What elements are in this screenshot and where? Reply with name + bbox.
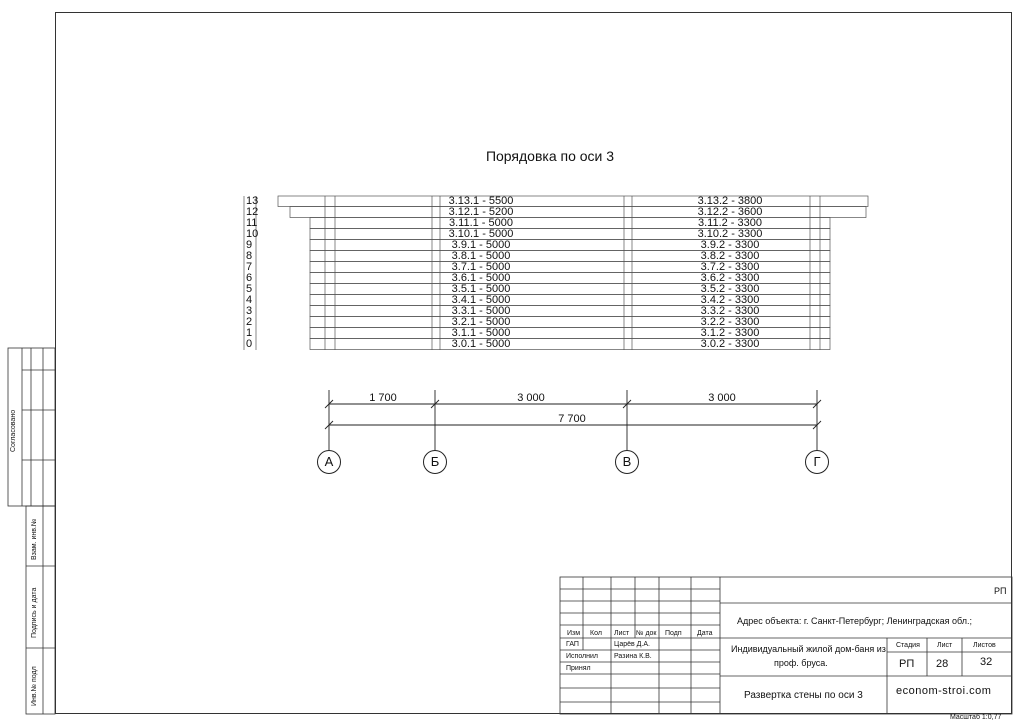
row-number: 11 xyxy=(246,217,258,229)
tb-sheet-label: Лист xyxy=(937,642,953,649)
drawing-title: Порядовка по оси 3 xyxy=(485,148,615,164)
log-label-right: 3.12.2 - 3600 xyxy=(697,206,763,218)
tb-name-ispolnil: Разина К.В. xyxy=(614,653,652,660)
log-label-left: 3.10.1 - 5000 xyxy=(448,228,514,240)
row-number: 9 xyxy=(246,239,253,251)
log-label-right: 3.1.2 - 3300 xyxy=(700,327,760,339)
row-number: 12 xyxy=(246,206,259,218)
tb-name-gap: Царёв Д.А. xyxy=(614,641,650,648)
tb-address: Адрес объекта: г. Санкт-Петербург; Ленинградская обл.; xyxy=(737,616,973,626)
tb-project-name-2: проф. бруса. xyxy=(774,658,828,668)
log-label-right: 3.11.2 - 3300 xyxy=(697,217,762,229)
side-label-sign-date: Подпись и дата xyxy=(31,587,38,638)
side-label-inv-orig: Инв.№ подл xyxy=(31,666,38,706)
log-label-left: 3.13.1 - 5500 xyxy=(448,195,514,207)
log-label-left: 3.2.1 - 5000 xyxy=(451,316,511,328)
log-label-left: 3.8.1 - 5000 xyxy=(451,250,511,262)
log-label-left: 3.11.1 - 5000 xyxy=(448,217,513,229)
tb-stage-label: Стадия xyxy=(896,642,920,649)
tb-sheets-total: 32 xyxy=(980,656,993,668)
row-number: 5 xyxy=(246,283,253,295)
log-label-right: 3.6.2 - 3300 xyxy=(700,272,760,284)
dimension-segment-3: 3 000 xyxy=(708,392,736,404)
tb-sheets-label: Листов xyxy=(973,642,996,649)
tb-sheet-no: 28 xyxy=(936,658,949,670)
axis-marker-g: Г xyxy=(805,450,829,474)
side-label-inv-replace: Взам. инв.№ xyxy=(31,518,38,560)
log-label-right: 3.2.2 - 3300 xyxy=(700,316,760,328)
row-number: 8 xyxy=(246,250,253,262)
dimension-total: 7 700 xyxy=(558,413,586,425)
log-label-left: 3.12.1 - 5200 xyxy=(448,206,514,218)
tb-stage: РП xyxy=(899,658,915,670)
log-label-left: 3.6.1 - 5000 xyxy=(451,272,511,284)
tb-role-gap: ГАП xyxy=(566,641,579,648)
side-label-agreed: Согласовано xyxy=(10,409,17,452)
axis-marker-v: В xyxy=(615,450,639,474)
tb-header-ndoc: № док xyxy=(636,630,657,637)
axis-marker-b: Б xyxy=(423,450,447,474)
dimension-segment-1: 1 700 xyxy=(369,392,397,404)
tb-role-ispolnil: Исполнил xyxy=(566,653,599,660)
tb-site: econom-stroi.com xyxy=(896,685,992,697)
row-number: 4 xyxy=(246,294,253,306)
log-label-left: 3.3.1 - 5000 xyxy=(451,305,511,317)
tb-header-kol: Кол xyxy=(590,630,602,637)
tb-drawing-name: Развертка стены по оси 3 xyxy=(744,690,863,701)
row-number: 1 xyxy=(246,327,253,339)
axis-marker-a: А xyxy=(317,450,341,474)
row-number: 10 xyxy=(246,228,259,240)
row-number: 13 xyxy=(246,195,259,207)
log-label-left: 3.4.1 - 5000 xyxy=(451,294,511,306)
row-number: 0 xyxy=(246,338,253,350)
sheet-scale: Масштаб 1:0,77 xyxy=(950,714,1002,721)
log-label-right: 3.13.2 - 3800 xyxy=(697,195,763,207)
log-label-left: 3.9.1 - 5000 xyxy=(451,239,511,251)
log-label-right: 3.4.2 - 3300 xyxy=(700,294,760,306)
tb-header-list: Лист xyxy=(614,630,630,637)
row-number: 6 xyxy=(246,272,253,284)
row-number: 3 xyxy=(246,305,253,317)
log-label-left: 3.5.1 - 5000 xyxy=(451,283,511,295)
row-number: 7 xyxy=(246,261,253,273)
tb-code: РП xyxy=(994,586,1007,596)
log-label-right: 3.5.2 - 3300 xyxy=(700,283,760,295)
tb-header-podp: Подп xyxy=(665,630,682,637)
log-label-right: 3.0.2 - 3300 xyxy=(700,338,760,350)
log-label-left: 3.0.1 - 5000 xyxy=(451,338,511,350)
log-label-right: 3.3.2 - 3300 xyxy=(700,305,760,317)
log-label-right: 3.10.2 - 3300 xyxy=(697,228,763,240)
log-label-right: 3.9.2 - 3300 xyxy=(700,239,760,251)
tb-header-data: Дата xyxy=(697,630,713,637)
log-label-left: 3.7.1 - 5000 xyxy=(451,261,511,273)
tb-header-izm: Изм xyxy=(567,630,581,637)
log-label-right: 3.8.2 - 3300 xyxy=(700,250,760,262)
tb-role-prinyal: Принял xyxy=(566,665,591,672)
log-label-left: 3.1.1 - 5000 xyxy=(451,327,511,339)
row-number: 2 xyxy=(246,316,253,328)
tb-project-name-1: Индивидуальный жилой дом-баня из xyxy=(731,644,886,654)
dimension-segment-2: 3 000 xyxy=(517,392,545,404)
log-label-right: 3.7.2 - 3300 xyxy=(700,261,760,273)
